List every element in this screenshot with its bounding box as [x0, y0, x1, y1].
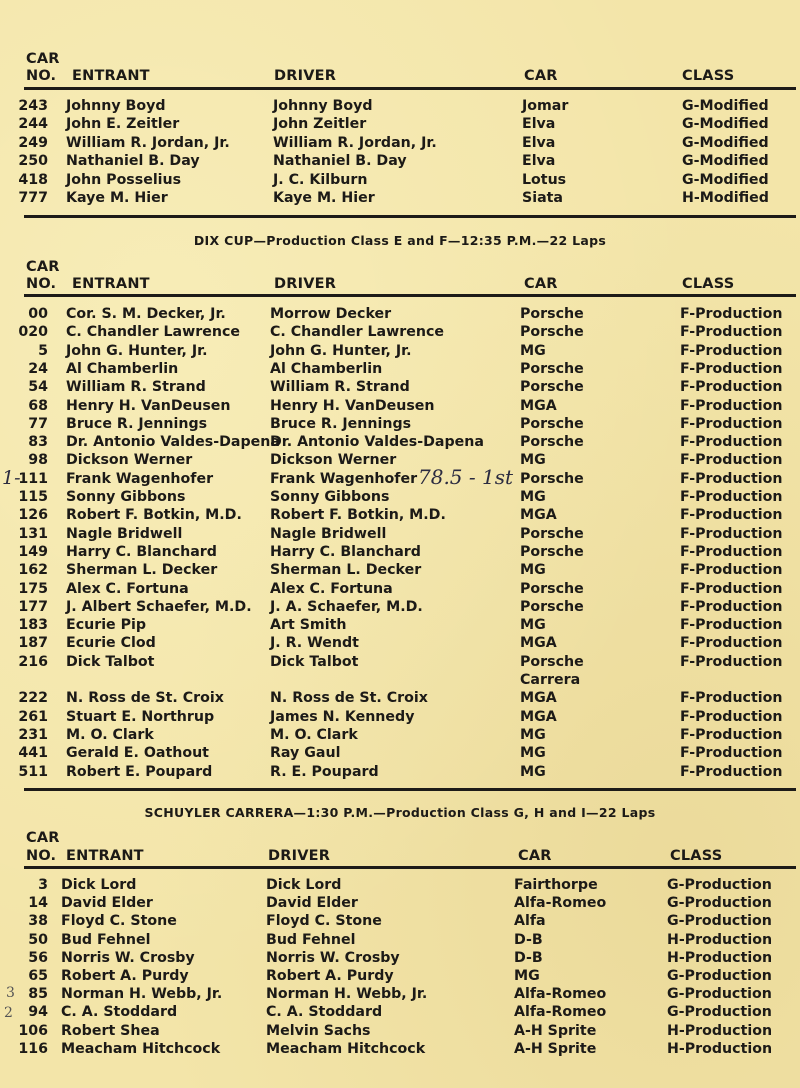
- header-driver-1: DRIVER: [274, 68, 337, 84]
- car-make-continued: Carrera: [520, 672, 581, 688]
- header-entrant-2: ENTRANT: [72, 276, 150, 292]
- header-car-3: CAR: [518, 848, 552, 864]
- header-rule-3: [24, 866, 796, 869]
- entrant-name: William R. Jordan, Jr.: [66, 134, 230, 151]
- section-2-title: DIX CUP—Production Class E and F—12:35 P.M.—22 Laps: [193, 233, 607, 248]
- section-divider-2: [24, 788, 796, 791]
- table-row: [0, 727, 800, 745]
- driver-name: John Zeitler: [273, 116, 367, 133]
- car-number: 511: [18, 763, 48, 780]
- car-make: Alfa-Romeo: [514, 986, 607, 1003]
- entrant-name: Dr. Antonio Valdes-Dapena: [66, 434, 280, 451]
- entrant-name: William R. Strand: [66, 379, 206, 396]
- car-make: D-B: [514, 931, 543, 948]
- driver-name: Norman H. Webb, Jr.: [266, 986, 428, 1003]
- header-car-2: CAR: [524, 276, 558, 292]
- car-number: 187: [18, 635, 48, 652]
- car-make: MG: [520, 562, 546, 579]
- race-class: F-Production: [680, 434, 783, 451]
- driver-name: N. Ross de St. Croix: [270, 690, 428, 707]
- race-class: F-Production: [680, 525, 783, 542]
- table-row: [0, 709, 800, 727]
- car-number: 111: [18, 470, 48, 487]
- race-class: G-Modified: [682, 171, 769, 188]
- table-row: [0, 190, 800, 208]
- driver-name: James N. Kennedy: [270, 708, 415, 725]
- car-number: 020: [18, 324, 48, 341]
- car-make: A-H Sprite: [514, 1022, 597, 1039]
- entrant-name: Alex C. Fortuna: [66, 580, 189, 597]
- entrant-name: Dick Talbot: [66, 653, 155, 670]
- header-entrant-1: ENTRANT: [72, 68, 150, 84]
- entrant-name: Robert F. Botkin, M.D.: [66, 507, 242, 524]
- entrant-name: Ecurie Clod: [66, 635, 156, 652]
- car-make: MGA: [520, 690, 557, 707]
- header-no-3: NO.: [26, 848, 57, 864]
- car-make: Porsche: [520, 653, 584, 670]
- car-number: 115: [18, 489, 48, 505]
- table-row: [0, 1041, 800, 1059]
- car-number: 65: [28, 968, 48, 984]
- table-row: [0, 416, 800, 434]
- driver-name: Dickson Werner: [270, 452, 397, 469]
- car-number: 106: [18, 1022, 48, 1039]
- table-row: [0, 562, 800, 580]
- car-number: 56: [28, 949, 48, 966]
- car-number: 68: [28, 397, 48, 414]
- driver-name: Al Chamberlin: [270, 360, 383, 377]
- car-number: 77: [28, 415, 48, 432]
- header-rule-2: [24, 294, 796, 297]
- driver-name: Nagle Bridwell: [270, 525, 387, 542]
- table-row: [0, 153, 800, 171]
- car-make: Porsche: [520, 324, 584, 341]
- car-make: MGA: [520, 397, 557, 414]
- car-number: 85: [28, 986, 48, 1003]
- driver-name: Meacham Hitchcock: [266, 1040, 426, 1057]
- driver-name: Sherman L. Decker: [270, 562, 422, 579]
- entrant-name: Al Chamberlin: [66, 360, 179, 377]
- driver-name: J. R. Wendt: [270, 635, 359, 652]
- header-no-1: NO.: [26, 68, 57, 84]
- header-class-1: CLASS: [682, 68, 735, 84]
- car-number: 98: [28, 452, 48, 469]
- race-class: G-Production: [667, 913, 772, 930]
- driver-name: Dick Talbot: [270, 653, 359, 670]
- race-class: F-Production: [680, 415, 783, 432]
- car-make: MGA: [520, 635, 557, 652]
- race-class: G-Production: [667, 1004, 772, 1021]
- entrant-name: J. Albert Schaefer, M.D.: [66, 598, 252, 615]
- driver-name: M. O. Clark: [270, 726, 358, 743]
- table-row: [0, 98, 800, 116]
- table-row: [0, 745, 800, 763]
- entrant-name: M. O. Clark: [66, 726, 154, 743]
- table-row: [0, 635, 800, 653]
- driver-name: Morrow Decker: [270, 306, 392, 322]
- entrant-name: Floyd C. Stone: [61, 913, 177, 930]
- entrant-name: Norman H. Webb, Jr.: [61, 986, 223, 1003]
- race-class: G-Modified: [682, 134, 769, 151]
- race-class: F-Production: [680, 562, 783, 579]
- driver-name: Bud Fehnel: [266, 931, 356, 948]
- entrant-name: Nathaniel B. Day: [66, 153, 200, 170]
- table-row: [0, 489, 800, 507]
- table-row: [0, 617, 800, 635]
- car-make: Siata: [522, 190, 564, 206]
- driver-name: Melvin Sachs: [266, 1022, 371, 1039]
- race-class: F-Production: [680, 342, 783, 359]
- entrant-name: David Elder: [61, 895, 153, 912]
- driver-name: Alex C. Fortuna: [270, 580, 393, 597]
- car-make: Porsche: [520, 470, 584, 487]
- table-row: [0, 895, 800, 913]
- driver-name: Henry H. VanDeusen: [270, 397, 435, 414]
- table-row: [0, 599, 800, 617]
- driver-name: David Elder: [266, 895, 358, 912]
- table-row: [0, 471, 800, 489]
- race-class: F-Production: [680, 360, 783, 377]
- car-make: MGA: [520, 708, 557, 725]
- car-number: 14: [28, 895, 48, 912]
- car-number: 116: [18, 1040, 48, 1057]
- entrant-name: Bruce R. Jennings: [66, 415, 208, 432]
- entrant-name: Henry H. VanDeusen: [66, 397, 231, 414]
- car-number: 175: [18, 580, 48, 597]
- driver-name: Nathaniel B. Day: [273, 153, 407, 170]
- car-number: 131: [18, 525, 48, 542]
- race-class: F-Production: [680, 726, 783, 743]
- header-rule-1: [24, 87, 796, 90]
- table-row: [0, 398, 800, 416]
- car-make: MG: [520, 489, 546, 505]
- driver-name: R. E. Poupard: [270, 763, 379, 780]
- table-row: [0, 1004, 800, 1022]
- driver-name: C. A. Stoddard: [266, 1004, 383, 1021]
- table-row: [0, 913, 800, 931]
- race-class: F-Production: [680, 690, 783, 707]
- car-make: Porsche: [520, 360, 584, 377]
- driver-name: J. C. Kilburn: [273, 171, 368, 188]
- car-make: MGA: [520, 507, 557, 524]
- entrant-name: Dick Lord: [61, 877, 137, 893]
- car-number: 231: [18, 726, 48, 743]
- race-class: G-Modified: [682, 153, 769, 170]
- entrant-name: Robert Shea: [61, 1022, 160, 1039]
- car-number: 777: [18, 190, 48, 206]
- car-number: 149: [18, 543, 48, 560]
- car-make: Porsche: [520, 434, 584, 451]
- car-number: 249: [18, 134, 48, 151]
- header-car-no-3: CAR: [26, 830, 60, 846]
- car-make: Porsche: [520, 379, 584, 396]
- race-class: F-Production: [680, 470, 783, 487]
- entrant-name: Sonny Gibbons: [66, 489, 186, 505]
- header-car-no-1: CAR: [26, 51, 60, 67]
- driver-name: Frank Wagenhofer: [270, 470, 418, 487]
- driver-name: Dick Lord: [266, 877, 342, 893]
- race-class: F-Production: [680, 507, 783, 524]
- race-class: F-Production: [680, 653, 783, 670]
- table-row: [0, 986, 800, 1004]
- entrant-name: John Posselius: [66, 171, 182, 188]
- entrant-name: Johnny Boyd: [66, 98, 166, 114]
- driver-name: Dr. Antonio Valdes-Dapena: [270, 434, 484, 451]
- entrant-name: Harry C. Blanchard: [66, 543, 217, 560]
- race-class: F-Production: [680, 324, 783, 341]
- race-class: F-Production: [680, 763, 783, 780]
- race-class: F-Production: [680, 379, 783, 396]
- car-make: Elva: [522, 134, 556, 151]
- entrant-name: Stuart E. Northrup: [66, 708, 215, 725]
- driver-name: Robert A. Purdy: [266, 968, 394, 984]
- car-number: 54: [28, 379, 48, 396]
- car-make: Fairthorpe: [514, 877, 598, 893]
- entrant-name: C. Chandler Lawrence: [66, 324, 240, 341]
- table-row: [0, 452, 800, 470]
- section-3-title: SCHUYLER CARRERA—1:30 P.M.—Production Class G, H and I—22 Laps: [144, 805, 656, 820]
- table-row: [0, 877, 800, 895]
- car-number: 38: [28, 913, 48, 930]
- driver-name: Johnny Boyd: [273, 98, 373, 114]
- race-class: H-Production: [667, 931, 773, 948]
- table-row: [0, 135, 800, 153]
- table-row: [0, 379, 800, 397]
- car-make: Elva: [522, 153, 556, 170]
- header-class-2: CLASS: [682, 276, 735, 292]
- race-class: F-Production: [680, 745, 783, 762]
- driver-name: Bruce R. Jennings: [270, 415, 412, 432]
- car-make: MG: [520, 763, 546, 780]
- entrant-name: John E. Zeitler: [66, 116, 180, 133]
- car-number: 83: [28, 434, 48, 451]
- car-make: MG: [514, 968, 540, 984]
- entrant-name: Cor. S. M. Decker, Jr.: [66, 306, 226, 322]
- race-class: G-Production: [667, 877, 772, 893]
- entrant-name: Sherman L. Decker: [66, 562, 218, 579]
- driver-name: C. Chandler Lawrence: [270, 324, 444, 341]
- car-number: 24: [28, 360, 48, 377]
- entrant-name: Ecurie Pip: [66, 617, 147, 634]
- table-row: [0, 507, 800, 525]
- race-class: F-Production: [680, 397, 783, 414]
- table-row: [0, 544, 800, 562]
- car-make: MG: [520, 452, 546, 469]
- driver-name: Norris W. Crosby: [266, 949, 400, 966]
- car-make: Porsche: [520, 580, 584, 597]
- car-make: Porsche: [520, 543, 584, 560]
- race-class: F-Production: [680, 617, 783, 634]
- race-class: G-Modified: [682, 116, 769, 133]
- driver-name: Robert F. Botkin, M.D.: [270, 507, 446, 524]
- car-make: Elva: [522, 116, 556, 133]
- driver-name: Art Smith: [270, 617, 347, 634]
- car-number: 177: [18, 598, 48, 615]
- driver-name: Sonny Gibbons: [270, 489, 390, 505]
- race-class: G-Modified: [682, 98, 769, 114]
- car-number: 261: [18, 708, 48, 725]
- table-row: [0, 932, 800, 950]
- entrant-name: Bud Fehnel: [61, 931, 151, 948]
- header-car-1: CAR: [524, 68, 558, 84]
- race-class: F-Production: [680, 452, 783, 469]
- entrant-name: Nagle Bridwell: [66, 525, 183, 542]
- table-row: [0, 172, 800, 190]
- car-number: 3: [38, 877, 48, 893]
- race-class: G-Production: [667, 986, 772, 1003]
- car-number: 441: [18, 745, 48, 762]
- car-number: 5: [38, 342, 48, 359]
- driver-name: Harry C. Blanchard: [270, 543, 421, 560]
- race-class: H-Production: [667, 1022, 773, 1039]
- table-row-continuation: [0, 672, 800, 690]
- car-number: 222: [18, 690, 48, 707]
- table-row: [0, 950, 800, 968]
- table-row: [0, 306, 800, 324]
- race-class: F-Production: [680, 306, 783, 322]
- header-driver-3: DRIVER: [268, 848, 331, 864]
- car-number: 244: [18, 116, 48, 133]
- car-make: Porsche: [520, 598, 584, 615]
- handwritten-result: 78.5 - 1st: [418, 465, 514, 489]
- car-make: Porsche: [520, 525, 584, 542]
- car-number: 162: [18, 562, 48, 579]
- handwritten-mark-94: 2: [4, 1005, 13, 1021]
- race-class: F-Production: [680, 489, 783, 505]
- entrant-name: Meacham Hitchcock: [61, 1040, 221, 1057]
- car-number: 50: [28, 931, 48, 948]
- driver-name: Ray Gaul: [270, 745, 341, 762]
- car-make: MG: [520, 745, 546, 762]
- car-number: 126: [18, 507, 48, 524]
- car-number: 183: [18, 617, 48, 634]
- race-class: H-Production: [667, 1040, 773, 1057]
- race-class: F-Production: [680, 598, 783, 615]
- entrant-name: Robert E. Poupard: [66, 763, 213, 780]
- header-class-3: CLASS: [670, 848, 723, 864]
- race-class: F-Production: [680, 543, 783, 560]
- table-row: [0, 581, 800, 599]
- handwritten-mark-85: 3: [6, 985, 15, 1001]
- section-divider-1: [24, 215, 796, 218]
- car-make: MG: [520, 342, 546, 359]
- race-class: G-Production: [667, 895, 772, 912]
- entrant-name: N. Ross de St. Croix: [66, 690, 224, 707]
- handwritten-position: 1-: [2, 467, 21, 489]
- car-make: Porsche: [520, 415, 584, 432]
- race-class: F-Production: [680, 708, 783, 725]
- car-number: 00: [28, 306, 48, 322]
- driver-name: William R. Strand: [270, 379, 410, 396]
- table-row: [0, 434, 800, 452]
- driver-name: William R. Jordan, Jr.: [273, 134, 437, 151]
- entrant-name: Robert A. Purdy: [61, 968, 189, 984]
- car-number: 250: [18, 153, 48, 170]
- race-class: F-Production: [680, 580, 783, 597]
- car-make: D-B: [514, 949, 543, 966]
- car-make: Jomar: [522, 98, 569, 114]
- car-make: MG: [520, 726, 546, 743]
- entrant-name: Gerald E. Oathout: [66, 745, 209, 762]
- table-row: [0, 361, 800, 379]
- driver-name: J. A. Schaefer, M.D.: [270, 598, 423, 615]
- table-row: [0, 968, 800, 986]
- car-number: 216: [18, 653, 48, 670]
- driver-name: Kaye M. Hier: [273, 190, 375, 206]
- table-row: [0, 324, 800, 342]
- table-row: [0, 116, 800, 134]
- car-make: Alfa: [514, 913, 546, 930]
- car-make: A-H Sprite: [514, 1040, 597, 1057]
- race-class: G-Production: [667, 968, 772, 984]
- entrant-name: Dickson Werner: [66, 452, 193, 469]
- car-number: 243: [18, 98, 48, 114]
- table-row: [0, 690, 800, 708]
- header-entrant-3: ENTRANT: [66, 848, 144, 864]
- table-row: [0, 343, 800, 361]
- car-number: 418: [18, 171, 48, 188]
- table-row: [0, 1023, 800, 1041]
- entrant-name: Frank Wagenhofer: [66, 470, 214, 487]
- table-row: [0, 526, 800, 544]
- driver-name: Floyd C. Stone: [266, 913, 382, 930]
- table-row: [0, 764, 800, 782]
- car-make: Alfa-Romeo: [514, 895, 607, 912]
- car-make: Alfa-Romeo: [514, 1004, 607, 1021]
- header-driver-2: DRIVER: [274, 276, 337, 292]
- entrant-name: Norris W. Crosby: [61, 949, 195, 966]
- race-class: H-Production: [667, 949, 773, 966]
- entrant-name: Kaye M. Hier: [66, 190, 168, 206]
- race-class: F-Production: [680, 635, 783, 652]
- car-make: MG: [520, 617, 546, 634]
- entrant-name: C. A. Stoddard: [61, 1004, 178, 1021]
- table-row: [0, 654, 800, 672]
- car-make: Lotus: [522, 171, 567, 188]
- car-number: 94: [28, 1004, 48, 1021]
- driver-name: John G. Hunter, Jr.: [270, 342, 412, 359]
- car-make: Porsche: [520, 306, 584, 322]
- race-class: H-Modified: [682, 190, 769, 206]
- entrant-name: John G. Hunter, Jr.: [66, 342, 208, 359]
- header-no-2: NO.: [26, 276, 57, 292]
- header-car-no-2: CAR: [26, 259, 60, 275]
